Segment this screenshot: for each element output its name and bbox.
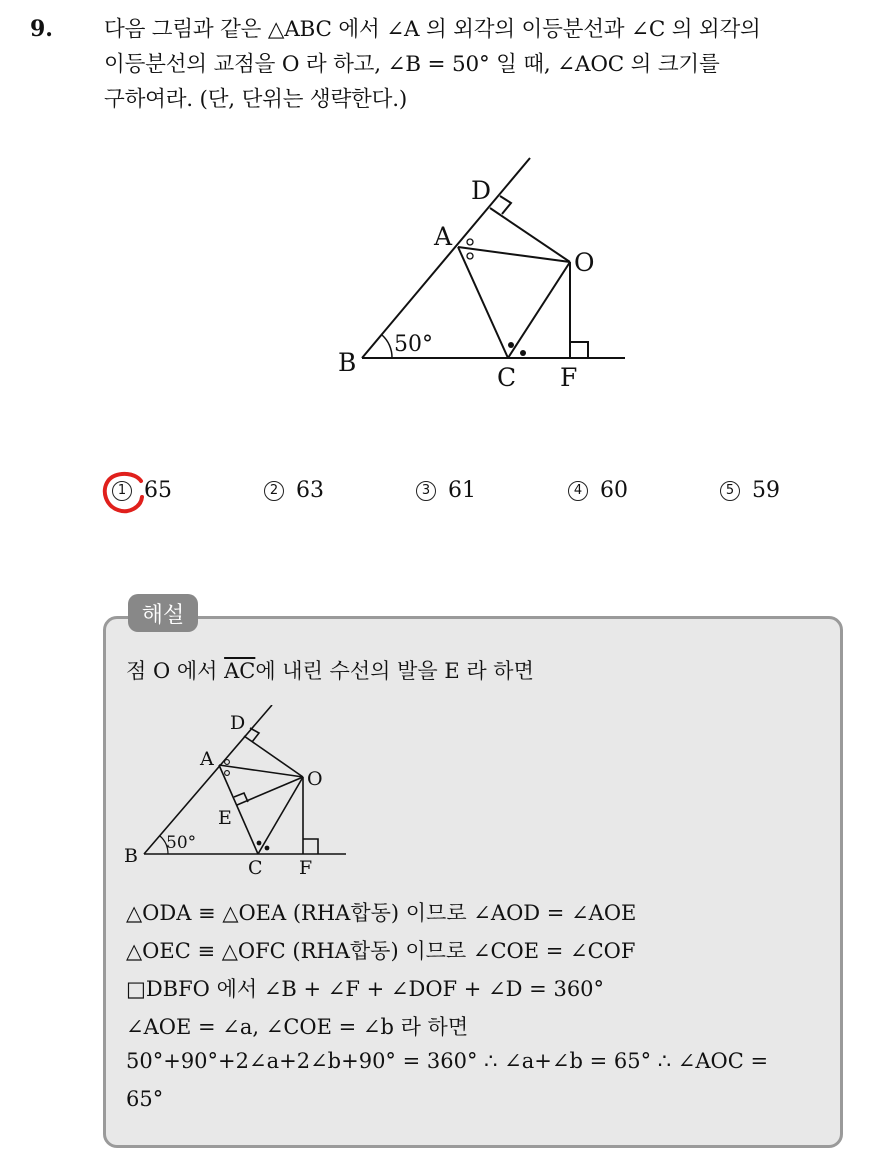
solution-line-3: □DBFO 에서 ∠B + ∠F + ∠DOF + ∠D = 360° xyxy=(126,977,605,1001)
label-a: A xyxy=(434,222,453,251)
label-b: B xyxy=(124,845,138,867)
right-angle-f xyxy=(303,839,318,854)
triangle-figure xyxy=(330,150,640,395)
angle-mark-c2 xyxy=(520,350,526,356)
choice-value: 65 xyxy=(144,478,172,503)
choice-marker: 2 xyxy=(264,481,284,501)
solution-intro xyxy=(126,655,534,685)
label-f: F xyxy=(299,857,313,879)
label-b: B xyxy=(338,348,357,377)
label-d: D xyxy=(230,712,246,734)
line-co xyxy=(258,777,303,854)
choice-marker: 5 xyxy=(720,481,740,501)
choice-2[interactable] xyxy=(264,478,324,503)
angle-arc-b xyxy=(382,335,392,358)
line-co xyxy=(508,262,570,358)
line-ac xyxy=(458,247,508,358)
angle-mark-a1 xyxy=(225,760,230,765)
label-o: O xyxy=(574,248,595,277)
question-line-1: 다음 그림과 같은 △ABC 에서 ∠A 의 외각의 이등분선과 ∠C 의 외각의 xyxy=(104,17,761,42)
choice-value: 60 xyxy=(600,478,628,503)
question-text xyxy=(104,12,864,117)
solution-line-4: ∠AOE = ∠a, ∠COE = ∠b 라 하면 xyxy=(126,1015,469,1039)
solution-line-5: 50°+90°+2∠a+2∠b+90° = 360° ∴ ∠a+∠b = 65° ∴ ∠AOC = xyxy=(126,1049,769,1073)
question-number: 9. xyxy=(30,16,53,42)
label-a: A xyxy=(200,748,214,770)
right-angle-f xyxy=(570,342,588,358)
choice-marker: 1 xyxy=(112,481,132,501)
label-c: C xyxy=(497,363,517,392)
solution-intro-after: 에 내린 수선의 발을 E 라 하면 xyxy=(255,659,534,683)
choice-value: 63 xyxy=(296,478,324,503)
angle-mark-c2 xyxy=(265,846,270,851)
right-angle-d xyxy=(500,196,511,214)
solution-tag: 해설 xyxy=(128,594,198,632)
segment-ac: $\overline{AC}$ xyxy=(224,659,256,683)
solution-line-1: △ODA ≡ △OEA (RHA합동) 이므로 ∠AOD = ∠AOE xyxy=(126,901,637,925)
answer-choices xyxy=(0,478,884,514)
choice-5[interactable] xyxy=(720,478,780,503)
angle-mark-c1 xyxy=(508,342,514,348)
solution-line-2: △OEC ≡ △OFC (RHA합동) 이므로 ∠COE = ∠COF xyxy=(126,939,636,963)
label-o: O xyxy=(307,768,323,790)
angle-mark-a2 xyxy=(225,771,230,776)
choice-value: 61 xyxy=(448,478,476,503)
angle-mark-c1 xyxy=(257,841,262,846)
solution-figure xyxy=(120,705,355,880)
line-ray-bd xyxy=(362,158,530,358)
choice-value: 59 xyxy=(752,478,780,503)
label-angle-b: 50° xyxy=(394,332,433,357)
label-c: C xyxy=(248,857,263,879)
choice-marker: 3 xyxy=(416,481,436,501)
line-ao xyxy=(219,765,303,777)
angle-mark-a1 xyxy=(467,239,473,245)
choice-4[interactable] xyxy=(568,478,628,503)
angle-mark-a2 xyxy=(467,253,473,259)
solution-intro-before: 점 O 에서 xyxy=(126,659,225,683)
line-ray-bd xyxy=(144,705,272,854)
solution-line-6: 65° xyxy=(126,1087,164,1111)
question-line-2: 이등분선의 교점을 O 라 하고, ∠B = 50° 일 때, ∠AOC 의 크기를 xyxy=(104,52,720,77)
choice-marker: 4 xyxy=(568,481,588,501)
question-line-3: 구하여라. (단, 단위는 생략한다.) xyxy=(104,87,408,112)
line-ao xyxy=(458,247,570,262)
label-e: E xyxy=(218,807,232,829)
choice-1[interactable] xyxy=(112,478,172,503)
label-d: D xyxy=(471,176,492,205)
choice-3[interactable] xyxy=(416,478,476,503)
label-angle-b: 50° xyxy=(166,833,197,853)
label-f: F xyxy=(560,363,578,392)
